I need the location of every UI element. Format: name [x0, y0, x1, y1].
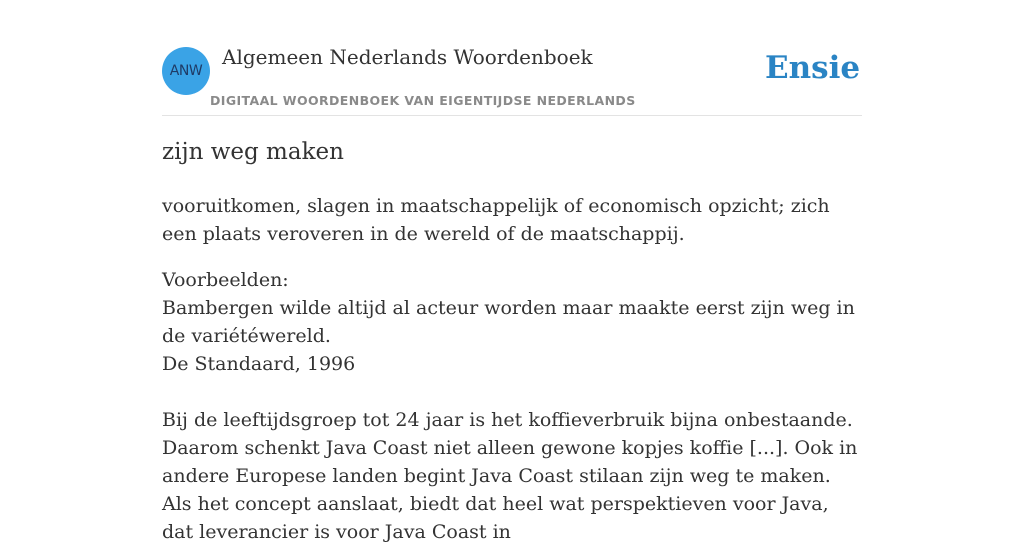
example-text: Bij de leeftijdsgroep tot 24 jaar is het koffieverbruik bijna onbestaande. Daarom schenkt Java Coast niet alleen gewone kopjes koffie [...]. Ook in andere Europese landen begint Java Coast stilaan zijn weg te maken. Als het concept aanslaat, biedt dat heel wat perspektieven voor Java, dat leverancier is voor Java Coast in	[162, 409, 858, 543]
example-text: Bambergen wilde altijd al acteur worden maar maakte eerst zijn weg in de variétéwereld.	[162, 297, 855, 347]
example-source: De Standaard, 1996	[162, 353, 356, 375]
dictionary-title: Algemeen Nederlands Woordenboek	[222, 45, 593, 69]
header-divider	[162, 115, 862, 116]
examples-label: Voorbeelden:	[162, 269, 289, 291]
dictionary-subtitle: DIGITAAL WOORDENBOEK VAN EIGENTIJDSE NEDERLANDS	[210, 93, 636, 108]
anw-logo[interactable]: ANW	[162, 47, 210, 95]
example-spacer	[162, 378, 862, 406]
ensie-brand-logo[interactable]: Ensie	[765, 50, 861, 86]
definition-text: vooruitkomen, slagen in maatschappelijk of economisch opzicht; zich een plaats veroveren in de wereld of de maatschappij.	[162, 195, 830, 245]
entry-content	[162, 192, 862, 546]
headword: zijn weg maken	[162, 139, 344, 165]
